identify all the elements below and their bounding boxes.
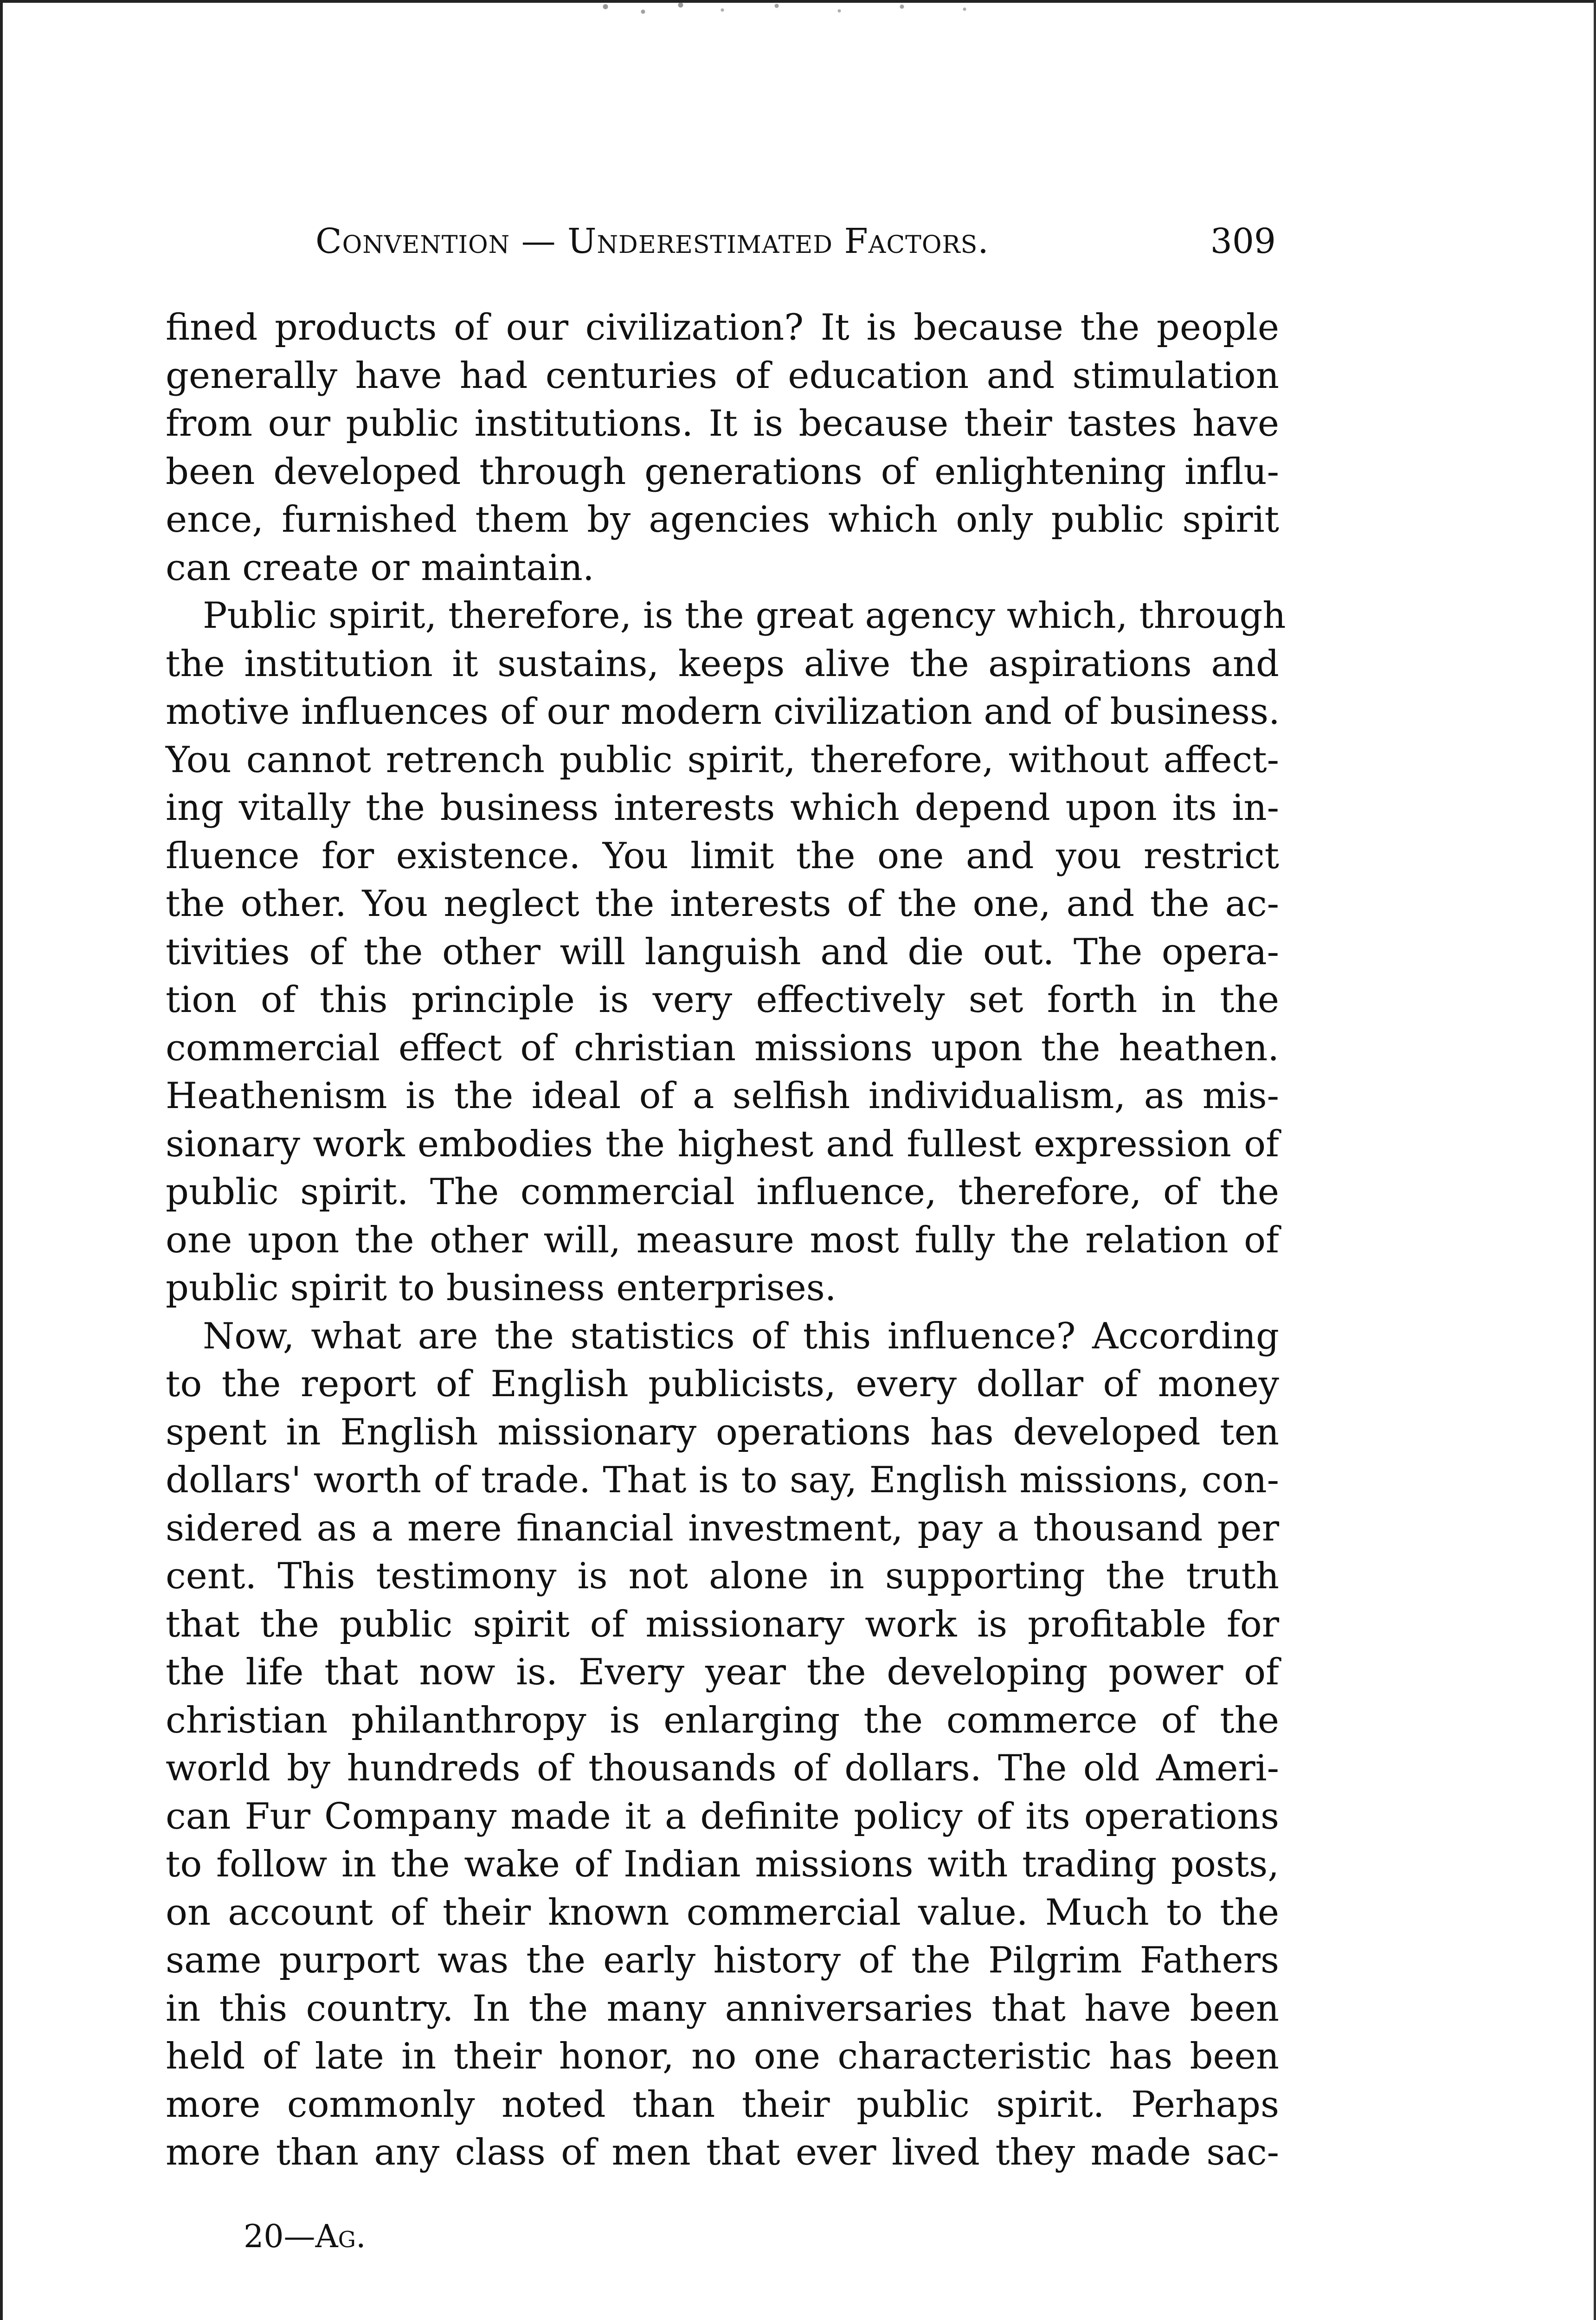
- text-line: christian philanthropy is enlarging the commerce of the: [166, 1699, 1279, 1741]
- text-line: cent. This testimony is not alone in supporting the truth: [166, 1555, 1279, 1597]
- text-line: one upon the other will, measure most fully the relation of: [166, 1219, 1279, 1261]
- signature-mark: [244, 2216, 366, 2258]
- text-line: can create or maintain.: [166, 547, 594, 589]
- text-line: to the report of English publicists, every dollar of money: [166, 1363, 1279, 1405]
- text-line: world by hundreds of thousands of dollars. The old Ameri-: [166, 1747, 1279, 1789]
- text-line: public spirit. The commercial influence, therefore, of the: [166, 1171, 1279, 1213]
- text-line: same purport was the early history of the Pilgrim Fathers: [166, 1940, 1279, 1981]
- text-line: the institution it sustains, keeps alive the aspirations and: [166, 643, 1279, 685]
- text-line: to follow in the wake of Indian missions with trading posts,: [166, 1843, 1279, 1885]
- text-line: in this country. In the many anniversaries that have been: [166, 1987, 1279, 2030]
- text-line: dollars' worth of trade. That is to say, English missions, con-: [166, 1459, 1279, 1501]
- text-line: from our public institutions. It is because their tastes have: [166, 403, 1279, 445]
- text-line: fluence for existence. You limit the one and you restrict: [166, 835, 1279, 877]
- text-line: tivities of the other will languish and die out. The opera-: [166, 931, 1279, 973]
- text-line: the other. You neglect the interests of the one, and the ac-: [166, 883, 1279, 925]
- scan-speck: [585, 0, 1002, 17]
- text-line: can Fur Company made it a definite policy of its operations: [166, 1795, 1279, 1837]
- text-line: public spirit to business enterprises.: [166, 1267, 837, 1309]
- paragraph-start: Now, what are the statistics of this influence? According: [203, 1315, 1279, 1357]
- text-line: ence, furnished them by agencies which only public spirit: [166, 499, 1279, 541]
- signature-text: 20—Ag.: [244, 2218, 366, 2255]
- text-line: motive influences of our modern civilization and of business.: [166, 691, 1280, 733]
- running-head: [315, 218, 1276, 264]
- text-line: sionary work embodies the highest and fullest expression of: [166, 1123, 1279, 1165]
- text-line: You cannot retrench public spirit, therefore, without affect-: [166, 739, 1279, 781]
- text-line: held of late in their honor, no one characteristic has been: [166, 2036, 1279, 2077]
- text-line: generally have had centuries of education and stimulation: [166, 354, 1279, 397]
- paragraph-start: Public spirit, therefore, is the great agency which, through: [203, 595, 1286, 637]
- text-line: more than any class of men that ever lived they made sac-: [166, 2132, 1279, 2173]
- body-text: [166, 304, 1286, 2177]
- text-line: ing vitally the business interests which depend upon its in-: [166, 787, 1279, 829]
- text-line: sidered as a mere financial investment, pay a thousand per: [166, 1507, 1279, 1549]
- text-line: the life that now is. Every year the developing power of: [166, 1651, 1279, 1693]
- text-line: commercial effect of christian missions upon the heathen.: [166, 1027, 1279, 1069]
- text-line: spent in English missionary operations has developed ten: [166, 1411, 1279, 1453]
- text-line: on account of their known commercial value. Much to the: [166, 1891, 1279, 1933]
- text-line: fined products of our civilization? It is because the people: [166, 307, 1279, 348]
- text-line: been developed through generations of enlightening influ-: [166, 451, 1279, 493]
- page-number: 309: [1210, 221, 1276, 261]
- text-line: that the public spirit of missionary work is profitable for: [166, 1603, 1279, 1645]
- text-line: Heathenism is the ideal of a selfish individualism, as mis-: [166, 1075, 1279, 1117]
- text-line: tion of this principle is very effectively set forth in the: [166, 979, 1279, 1021]
- running-title: Convention — Underestimated Factors.: [315, 221, 989, 261]
- text-line: more commonly noted than their public spirit. Perhaps: [166, 2083, 1279, 2126]
